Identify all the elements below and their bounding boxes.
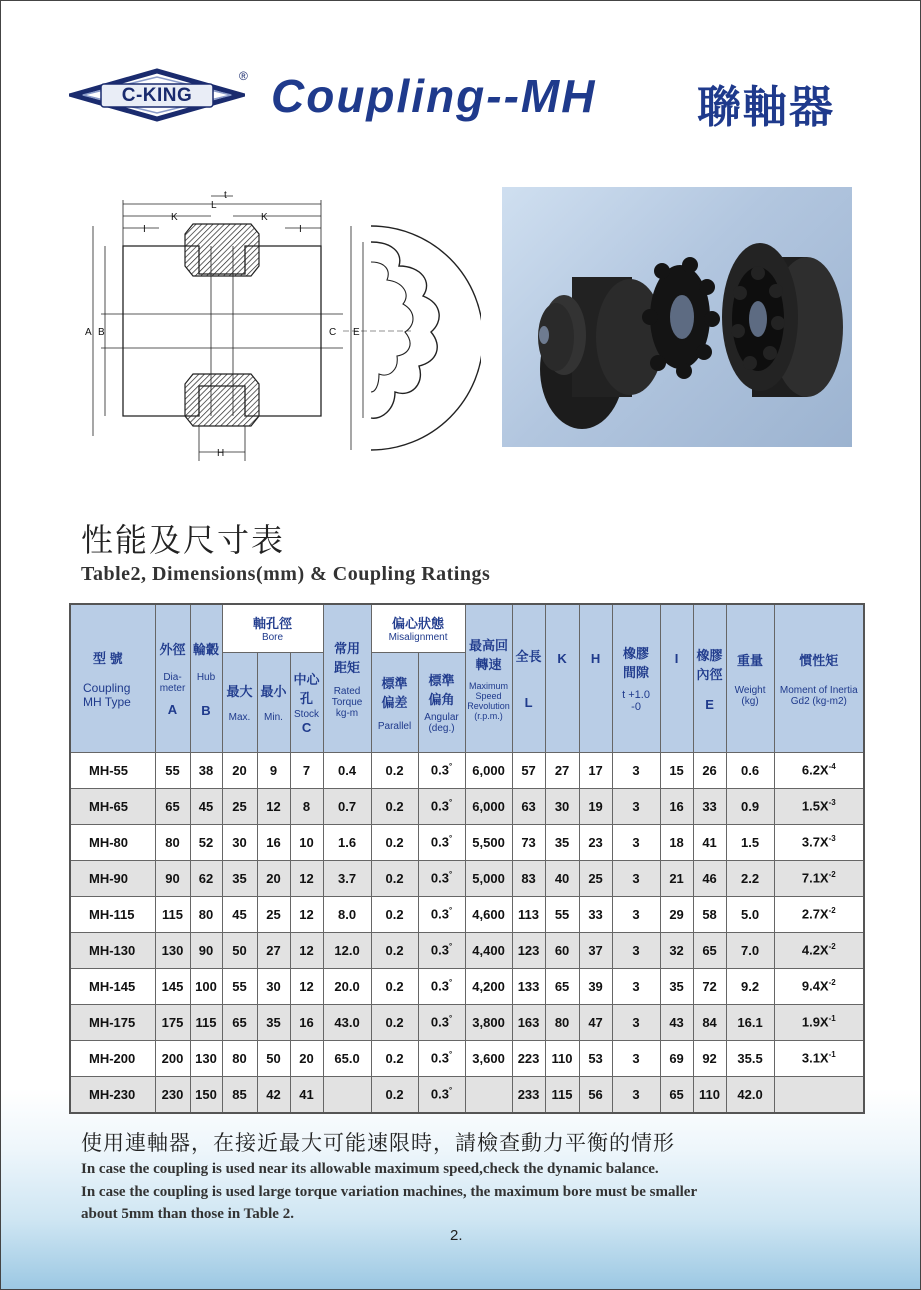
- cell-max: 20: [222, 752, 257, 788]
- cell-ang: [418, 968, 465, 1004]
- cell-H: 33: [579, 896, 612, 932]
- brand-logo: [69, 67, 248, 123]
- product-photo: [502, 187, 852, 447]
- cell-min: 25: [257, 896, 290, 932]
- label-I-left: I: [143, 224, 146, 235]
- cell-L: 133: [512, 968, 545, 1004]
- cell-wt: 7.0: [726, 932, 774, 968]
- cell-speed: 4,200: [465, 968, 512, 1004]
- th-speed: 最高回轉速 Maximum Speed Revolution (r.p.m.): [465, 604, 512, 752]
- ratings-table: [69, 603, 865, 1114]
- cell-speed: 6,000: [465, 788, 512, 824]
- inertia-value: 6.2X: [801, 762, 829, 778]
- angular-value: 0.3: [430, 906, 449, 922]
- cell-torque: 0.4: [323, 752, 371, 788]
- cell-I: 65: [660, 1076, 693, 1113]
- cell-wt: 0.6: [726, 752, 774, 788]
- cell-par: 0.2: [371, 896, 418, 932]
- cell-K: 60: [545, 932, 579, 968]
- cell-type: MH-175: [70, 1004, 155, 1040]
- cell-inertia: [774, 752, 864, 788]
- cell-speed: 3,600: [465, 1040, 512, 1076]
- inertia-value: 3.1X: [801, 1050, 829, 1066]
- cell-t: 3: [612, 752, 660, 788]
- cell-inertia: [774, 968, 864, 1004]
- cell-type: MH-130: [70, 932, 155, 968]
- cell-max: 45: [222, 896, 257, 932]
- cell-ang: [418, 824, 465, 860]
- table-row: [70, 860, 864, 896]
- inertia-exponent: -3: [828, 798, 836, 808]
- label-H: H: [217, 448, 225, 459]
- cell-inertia: [774, 896, 864, 932]
- cell-I: 18: [660, 824, 693, 860]
- cell-type: MH-80: [70, 824, 155, 860]
- cell-inertia: [774, 860, 864, 896]
- th-angular: 標準偏角 Angular (deg.): [418, 652, 465, 752]
- th-k: K: [545, 604, 579, 752]
- cell-par: 0.2: [371, 1076, 418, 1113]
- cell-max: 80: [222, 1040, 257, 1076]
- cell-type: MH-230: [70, 1076, 155, 1113]
- th-h: H: [579, 604, 612, 752]
- cell-B: 80: [190, 896, 222, 932]
- cell-C: 20: [290, 1040, 323, 1076]
- cell-min: 9: [257, 752, 290, 788]
- cell-I: 69: [660, 1040, 693, 1076]
- angular-value: 0.3: [430, 978, 449, 994]
- cell-C: 16: [290, 1004, 323, 1040]
- inertia-value: 4.2X: [801, 942, 829, 958]
- cell-type: MH-55: [70, 752, 155, 788]
- angular-value: 0.3: [430, 1014, 449, 1030]
- cell-t: 3: [612, 824, 660, 860]
- cell-ang: [418, 896, 465, 932]
- cell-H: 47: [579, 1004, 612, 1040]
- angular-value: 0.3: [430, 1050, 449, 1066]
- cell-H: 25: [579, 860, 612, 896]
- cell-torque: 0.7: [323, 788, 371, 824]
- th-torque: 常用距矩 Rated Torque kg-m: [323, 604, 371, 752]
- cell-A: 175: [155, 1004, 190, 1040]
- cell-C: 8: [290, 788, 323, 824]
- inertia-value: 3.7X: [801, 834, 829, 850]
- inertia-value: 2.7X: [801, 906, 829, 922]
- cell-par: 0.2: [371, 752, 418, 788]
- cell-torque: 1.6: [323, 824, 371, 860]
- cell-max: 30: [222, 824, 257, 860]
- cell-wt: 35.5: [726, 1040, 774, 1076]
- label-A: A: [85, 327, 92, 338]
- cell-E: 65: [693, 932, 726, 968]
- degree-mark: °: [448, 762, 453, 772]
- cell-E: 58: [693, 896, 726, 932]
- cell-inertia: [774, 1004, 864, 1040]
- inertia-exponent: -3: [828, 834, 836, 844]
- cell-L: 83: [512, 860, 545, 896]
- cell-ang: [418, 860, 465, 896]
- cell-C: 12: [290, 896, 323, 932]
- cell-A: 55: [155, 752, 190, 788]
- cell-min: 35: [257, 1004, 290, 1040]
- th-diameter: 外徑 Dia-meter A: [155, 604, 190, 752]
- table-row: [70, 968, 864, 1004]
- degree-mark: °: [448, 1086, 453, 1096]
- cell-par: 0.2: [371, 932, 418, 968]
- cell-par: 0.2: [371, 860, 418, 896]
- cell-I: 35: [660, 968, 693, 1004]
- cell-max: 65: [222, 1004, 257, 1040]
- cell-B: 45: [190, 788, 222, 824]
- degree-mark: °: [448, 834, 453, 844]
- cell-K: 110: [545, 1040, 579, 1076]
- cell-B: 115: [190, 1004, 222, 1040]
- technical-drawing: [81, 186, 481, 468]
- cell-L: 63: [512, 788, 545, 824]
- cell-I: 43: [660, 1004, 693, 1040]
- inertia-exponent: -2: [828, 942, 836, 952]
- cell-par: 0.2: [371, 1004, 418, 1040]
- th-length: 全長 L: [512, 604, 545, 752]
- label-L: L: [211, 200, 217, 211]
- cell-torque: 12.0: [323, 932, 371, 968]
- cell-H: 19: [579, 788, 612, 824]
- cell-max: 35: [222, 860, 257, 896]
- note-zh: 使用連軸器，在接近最大可能速限時，請檢查動力平衡的情形: [81, 1132, 675, 1155]
- cell-speed: 5,000: [465, 860, 512, 896]
- cell-max: 85: [222, 1076, 257, 1113]
- label-t: t: [224, 190, 227, 201]
- cell-speed: 4,400: [465, 932, 512, 968]
- inertia-exponent: -1: [828, 1014, 836, 1024]
- cell-min: 30: [257, 968, 290, 1004]
- cell-L: 73: [512, 824, 545, 860]
- cell-torque: 65.0: [323, 1040, 371, 1076]
- cell-H: 56: [579, 1076, 612, 1113]
- inertia-exponent: -2: [828, 870, 836, 880]
- cell-inertia: [774, 1040, 864, 1076]
- cell-t: 3: [612, 968, 660, 1004]
- cell-K: 30: [545, 788, 579, 824]
- note-en-2: In case the coupling is used large torque variation machines, the maximum bore must be smaller: [81, 1184, 698, 1200]
- th-bore-stock: 中心孔 Stock C: [290, 652, 323, 752]
- cell-I: 21: [660, 860, 693, 896]
- page-number: 2.: [450, 1227, 463, 1244]
- cell-B: 90: [190, 932, 222, 968]
- cell-I: 29: [660, 896, 693, 932]
- degree-mark: °: [448, 798, 453, 808]
- cell-K: 55: [545, 896, 579, 932]
- cell-A: 130: [155, 932, 190, 968]
- cell-C: 7: [290, 752, 323, 788]
- ratings-table-body: [70, 752, 864, 1113]
- cell-speed: [465, 1076, 512, 1113]
- cell-A: 80: [155, 824, 190, 860]
- label-B: B: [98, 327, 105, 338]
- cell-E: 26: [693, 752, 726, 788]
- cell-I: 15: [660, 752, 693, 788]
- cell-inertia: [774, 932, 864, 968]
- label-K-right: K: [261, 212, 268, 223]
- cell-speed: 3,800: [465, 1004, 512, 1040]
- cell-ang: [418, 788, 465, 824]
- inertia-value: 1.5X: [801, 798, 829, 814]
- inertia-value: 1.9X: [801, 1014, 829, 1030]
- cell-inertia: [774, 788, 864, 824]
- cell-min: 50: [257, 1040, 290, 1076]
- cell-A: 230: [155, 1076, 190, 1113]
- cell-A: 65: [155, 788, 190, 824]
- cell-L: 233: [512, 1076, 545, 1113]
- label-K-left: K: [171, 212, 178, 223]
- cell-torque: 8.0: [323, 896, 371, 932]
- table-row: [70, 932, 864, 968]
- cell-par: 0.2: [371, 1040, 418, 1076]
- degree-mark: °: [448, 942, 453, 952]
- cell-K: 80: [545, 1004, 579, 1040]
- cell-max: 25: [222, 788, 257, 824]
- cell-K: 27: [545, 752, 579, 788]
- inertia-exponent: -2: [828, 978, 836, 988]
- cell-ang: [418, 1004, 465, 1040]
- cell-H: 37: [579, 932, 612, 968]
- cell-wt: 16.1: [726, 1004, 774, 1040]
- cell-C: 12: [290, 932, 323, 968]
- cell-wt: 42.0: [726, 1076, 774, 1113]
- section-title-en: Table2, Dimensions(mm) & Coupling Ratings: [81, 563, 491, 585]
- table-row: [70, 752, 864, 788]
- cell-wt: 1.5: [726, 824, 774, 860]
- cell-torque: [323, 1076, 371, 1113]
- inertia-exponent: -4: [828, 762, 836, 772]
- cell-L: 57: [512, 752, 545, 788]
- degree-mark: °: [448, 870, 453, 880]
- section-title-zh: 性能及尺寸表: [81, 522, 286, 558]
- cell-I: 32: [660, 932, 693, 968]
- cell-K: 65: [545, 968, 579, 1004]
- th-rubber-gap: 橡膠間隙 t +1.0 -0: [612, 604, 660, 752]
- cell-wt: 2.2: [726, 860, 774, 896]
- cell-inertia: [774, 824, 864, 860]
- th-misalignment: 偏心狀態 Misalignment: [371, 604, 465, 652]
- cell-ang: [418, 752, 465, 788]
- cell-torque: 20.0: [323, 968, 371, 1004]
- cell-min: 12: [257, 788, 290, 824]
- cell-par: 0.2: [371, 968, 418, 1004]
- cell-par: 0.2: [371, 824, 418, 860]
- cell-H: 17: [579, 752, 612, 788]
- cell-A: 145: [155, 968, 190, 1004]
- page-title: Coupling--MH: [271, 70, 597, 122]
- cell-L: 113: [512, 896, 545, 932]
- cell-type: MH-115: [70, 896, 155, 932]
- cell-E: 92: [693, 1040, 726, 1076]
- inertia-value: 9.4X: [801, 978, 829, 994]
- th-i: I: [660, 604, 693, 752]
- cell-min: 20: [257, 860, 290, 896]
- inertia-value: 7.1X: [801, 870, 829, 886]
- degree-mark: °: [448, 978, 453, 988]
- cell-H: 39: [579, 968, 612, 1004]
- th-type: 型 號 Coupling MH Type: [70, 604, 155, 752]
- angular-value: 0.3: [430, 834, 449, 850]
- cell-speed: 5,500: [465, 824, 512, 860]
- registered-mark: ®: [239, 69, 248, 83]
- cell-C: 41: [290, 1076, 323, 1113]
- cell-min: 16: [257, 824, 290, 860]
- cell-L: 123: [512, 932, 545, 968]
- cell-inertia: [774, 1076, 864, 1113]
- cell-t: 3: [612, 860, 660, 896]
- inertia-exponent: -2: [828, 906, 836, 916]
- angular-value: 0.3: [430, 762, 449, 778]
- cell-A: 115: [155, 896, 190, 932]
- inertia-exponent: -1: [828, 1050, 836, 1060]
- cell-par: 0.2: [371, 788, 418, 824]
- cell-ang: [418, 1040, 465, 1076]
- cell-A: 90: [155, 860, 190, 896]
- cell-t: 3: [612, 1004, 660, 1040]
- th-bore-max: 最大 Max.: [222, 652, 257, 752]
- cell-type: MH-90: [70, 860, 155, 896]
- cell-E: 33: [693, 788, 726, 824]
- angular-value: 0.3: [430, 870, 449, 886]
- th-hub: 輪轂 Hub B: [190, 604, 222, 752]
- cell-H: 53: [579, 1040, 612, 1076]
- cell-wt: 9.2: [726, 968, 774, 1004]
- cell-B: 62: [190, 860, 222, 896]
- cell-K: 35: [545, 824, 579, 860]
- cell-type: MH-145: [70, 968, 155, 1004]
- label-C: C: [329, 327, 337, 338]
- label-E: E: [353, 327, 360, 338]
- cell-type: MH-65: [70, 788, 155, 824]
- ratings-table-wrap: [69, 603, 863, 1114]
- cell-E: 110: [693, 1076, 726, 1113]
- cell-max: 50: [222, 932, 257, 968]
- cell-L: 163: [512, 1004, 545, 1040]
- angular-value: 0.3: [430, 798, 449, 814]
- cell-K: 115: [545, 1076, 579, 1113]
- degree-mark: °: [448, 906, 453, 916]
- cell-E: 46: [693, 860, 726, 896]
- cell-min: 27: [257, 932, 290, 968]
- cell-K: 40: [545, 860, 579, 896]
- table-row: [70, 1040, 864, 1076]
- cell-ang: [418, 932, 465, 968]
- cell-speed: 4,600: [465, 896, 512, 932]
- cell-B: 130: [190, 1040, 222, 1076]
- note-en-3: about 5mm than those in Table 2.: [81, 1206, 294, 1222]
- label-I-right: I: [299, 224, 302, 235]
- cell-C: 12: [290, 860, 323, 896]
- angular-value: 0.3: [430, 1086, 449, 1102]
- degree-mark: °: [448, 1014, 453, 1024]
- cell-type: MH-200: [70, 1040, 155, 1076]
- cell-I: 16: [660, 788, 693, 824]
- cell-B: 150: [190, 1076, 222, 1113]
- cell-t: 3: [612, 1076, 660, 1113]
- cell-min: 42: [257, 1076, 290, 1113]
- th-parallel: 標準偏差 Parallel: [371, 652, 418, 752]
- cell-B: 52: [190, 824, 222, 860]
- cell-A: 200: [155, 1040, 190, 1076]
- page-title-zh: 聯軸器: [697, 83, 835, 132]
- cell-E: 84: [693, 1004, 726, 1040]
- table-row: [70, 824, 864, 860]
- th-bore: 軸孔徑 Bore: [222, 604, 323, 652]
- cell-t: 3: [612, 932, 660, 968]
- cell-wt: 0.9: [726, 788, 774, 824]
- degree-mark: °: [448, 1050, 453, 1060]
- brand-name: C-KING: [121, 85, 193, 106]
- th-inertia: 慣性矩 Moment of Inertia Gd2 (kg-m2): [774, 604, 864, 752]
- table-row: [70, 788, 864, 824]
- note-en-1: In case the coupling is used near its allowable maximum speed,check the dynamic balance.: [81, 1161, 659, 1177]
- table-row: [70, 1004, 864, 1040]
- cell-torque: 43.0: [323, 1004, 371, 1040]
- cell-E: 72: [693, 968, 726, 1004]
- cell-E: 41: [693, 824, 726, 860]
- cell-B: 100: [190, 968, 222, 1004]
- cell-B: 38: [190, 752, 222, 788]
- cell-C: 12: [290, 968, 323, 1004]
- th-weight: 重量 Weight (kg): [726, 604, 774, 752]
- header: [61, 63, 881, 133]
- th-rubber-inner: 橡膠內徑 E: [693, 604, 726, 752]
- cell-torque: 3.7: [323, 860, 371, 896]
- cell-speed: 6,000: [465, 752, 512, 788]
- cell-wt: 5.0: [726, 896, 774, 932]
- cell-ang: [418, 1076, 465, 1113]
- cell-max: 55: [222, 968, 257, 1004]
- th-bore-min: 最小 Min.: [257, 652, 290, 752]
- cell-L: 223: [512, 1040, 545, 1076]
- cell-t: 3: [612, 1040, 660, 1076]
- angular-value: 0.3: [430, 942, 449, 958]
- cell-H: 23: [579, 824, 612, 860]
- cell-t: 3: [612, 896, 660, 932]
- cell-t: 3: [612, 788, 660, 824]
- cell-C: 10: [290, 824, 323, 860]
- table-row: [70, 1076, 864, 1113]
- table-row: [70, 896, 864, 932]
